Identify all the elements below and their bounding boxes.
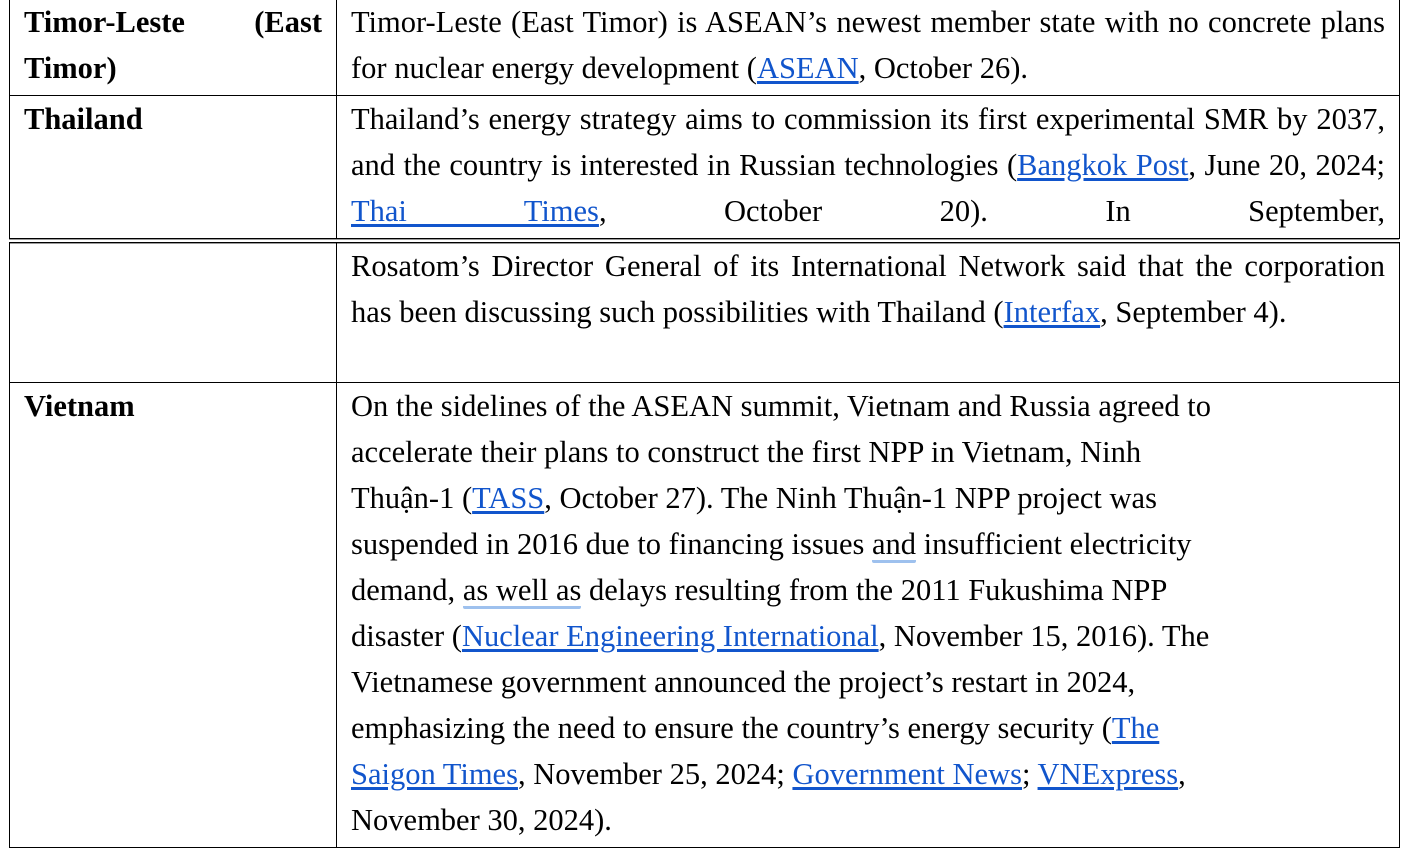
- description-text: Rosatom’s Director General of its International Network said that the corporation has been discussing such possibilities with Thailand (: [351, 249, 1385, 329]
- description-text: Timor-Leste (East Timor) is ASEAN’s newest member state with no concrete plans for nuclear energy development (: [351, 5, 1385, 85]
- description-text: demand,: [351, 573, 463, 607]
- description-text: , June 20, 2024;: [1188, 148, 1386, 182]
- description-cell: [337, 0, 1400, 96]
- description-text: , November 25, 2024;: [517, 757, 793, 791]
- source-link-tass[interactable]: TASS: [472, 481, 545, 515]
- description-text: , November 15, 2016). The: [878, 619, 1210, 653]
- country-table-bottom: [9, 242, 1400, 848]
- text-line: November 30, 2024).: [351, 803, 612, 837]
- text-line: Vietnamese government announced the project’s restart in 2024,: [351, 665, 1136, 699]
- source-link-asean[interactable]: ASEAN: [756, 51, 859, 85]
- country-cell: [10, 0, 337, 96]
- country-name-line: Timor): [24, 51, 117, 85]
- text-line: accelerate their plans to construct the first NPP in Vietnam, Ninh: [351, 435, 1142, 469]
- description-cell: [337, 383, 1400, 848]
- description-text: , October 27). The Ninh Thuận-1 NPP project was: [544, 481, 1157, 515]
- description-text: Thuận-1 (: [351, 481, 473, 515]
- description-text: suspended in 2016 due to financing issues: [351, 527, 872, 561]
- country-cell: [10, 96, 337, 239]
- description-text: , September 4).: [1100, 295, 1287, 329]
- table-row-thailand: [10, 96, 1400, 239]
- source-link-thai-times[interactable]: Thai Times: [351, 194, 599, 228]
- country-name-line: Timor-Leste (East: [24, 5, 322, 39]
- description-text: , October 20). In September,: [598, 194, 1385, 228]
- source-link-government-news[interactable]: Government News: [792, 757, 1022, 791]
- text-line: On the sidelines of the ASEAN summit, Vietnam and Russia agreed to: [351, 389, 1211, 423]
- source-link-saigon-times[interactable]: The: [1111, 711, 1160, 745]
- description-text: emphasizing the need to ensure the country’s energy security (: [351, 711, 1112, 745]
- grammar-suggestion[interactable]: as well as: [462, 573, 582, 607]
- table-row-thailand-continued: [10, 243, 1400, 383]
- source-link-vnexpress[interactable]: VNExpress: [1037, 757, 1179, 791]
- table-row-timor-leste: [10, 0, 1400, 96]
- description-text: Thailand’s energy strategy aims to commission its first experimental SMR by 2037, and the country is interested in Russian technologies (: [351, 102, 1385, 182]
- source-link-interfax[interactable]: Interfax: [1003, 295, 1101, 329]
- description-text: ;: [1021, 757, 1038, 791]
- source-link-nuclear-engineering-international[interactable]: Nuclear Engineering International: [461, 619, 879, 653]
- country-name: Vietnam: [24, 389, 135, 423]
- text-line: [351, 613, 1385, 659]
- description-text: disaster (: [351, 619, 462, 653]
- description-text: insufficient electricity: [916, 527, 1192, 561]
- description-text: ,: [1178, 757, 1186, 791]
- text-line: [351, 475, 1385, 521]
- source-link-bangkok-post[interactable]: Bangkok Post: [1017, 148, 1189, 182]
- country-table-top: [9, 0, 1400, 239]
- country-cell: [10, 383, 337, 848]
- table-row-vietnam: [10, 383, 1400, 848]
- description-text: delays resulting from the 2011 Fukushima NPP: [581, 573, 1168, 607]
- description-cell: [337, 243, 1400, 383]
- grammar-suggestion[interactable]: and: [871, 527, 917, 561]
- description-cell: [337, 96, 1400, 239]
- text-line: [351, 567, 1385, 613]
- description-text: , October 26).: [858, 51, 1028, 85]
- source-link-saigon-times[interactable]: Saigon Times: [351, 757, 518, 791]
- country-name: Thailand: [24, 102, 143, 136]
- text-line: [351, 521, 1385, 567]
- text-line: [351, 705, 1385, 751]
- text-line: [351, 751, 1385, 797]
- country-cell-empty: [10, 243, 337, 383]
